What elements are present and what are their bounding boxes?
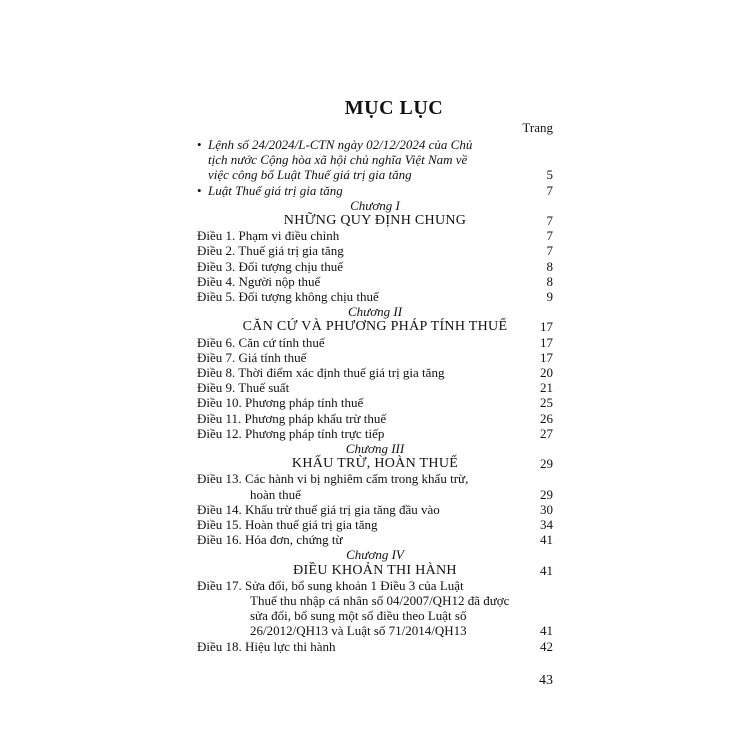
entry-page-number: 20 bbox=[540, 365, 553, 380]
entry-page-number: 7 bbox=[546, 182, 553, 198]
entry-text: Điều 7. Giá tính thuế bbox=[197, 349, 307, 365]
entry-page-number: 41 bbox=[540, 562, 553, 578]
entry-text: Điều 13. Các hành vi bị nghiêm cấm trong khấu trừ, bbox=[197, 471, 469, 487]
entry-text: Điều 9. Thuế suất bbox=[197, 380, 290, 396]
entry-page-number: 8 bbox=[546, 258, 553, 274]
entry-page-number: 9 bbox=[546, 289, 553, 304]
entry-text: Chương II bbox=[347, 304, 403, 320]
bullet-icon: • bbox=[197, 182, 202, 198]
entry-page-number: 26 bbox=[540, 410, 553, 426]
entry-text: Điều 8. Thời điểm xác định thuế giá trị gia tăng bbox=[197, 365, 445, 380]
entry-page-number: 7 bbox=[546, 213, 553, 228]
entry-page-number: 29 bbox=[540, 486, 553, 502]
entry-page-number: 25 bbox=[540, 395, 553, 411]
entry-page-number: 41 bbox=[540, 623, 553, 639]
entry-text: ĐIỀU KHOẢN THI HÀNH bbox=[293, 562, 457, 578]
page-number: 43 bbox=[539, 673, 553, 688]
entry-page-number: 17 bbox=[540, 334, 553, 350]
entry-page-number: 7 bbox=[546, 228, 553, 244]
page-column-label: Trang bbox=[522, 120, 553, 135]
entry-text: Điều 3. Đối tượng chịu thuế bbox=[197, 258, 344, 274]
entry-text: tịch nước Cộng hòa xã hội chủ nghĩa Việt Nam về bbox=[208, 152, 468, 168]
entry-text: Điều 14. Khấu trừ thuế giá trị gia tăng đầu vào bbox=[197, 501, 440, 517]
entry-text: Điều 4. Người nộp thuế bbox=[197, 273, 321, 289]
entry-page-number: 17 bbox=[540, 319, 553, 335]
entry-text: NHỮNG QUY ĐỊNH CHUNG bbox=[283, 213, 467, 228]
entry-text: Điều 11. Phương pháp khấu trừ thuế bbox=[197, 410, 387, 426]
entry-page-number: 41 bbox=[540, 532, 553, 548]
entry-text: Điều 12. Phương pháp tính trực tiếp bbox=[197, 425, 385, 441]
entry-text: sửa đổi, bổ sung một số điều theo Luật số bbox=[250, 608, 467, 624]
entry-text: Thuế thu nhập cá nhân số 04/2007/QH12 đã được bbox=[250, 593, 510, 608]
entry-page-number: 5 bbox=[546, 167, 553, 183]
entry-text: Điều 2. Thuế giá trị gia tăng bbox=[197, 243, 344, 259]
bullet-icon: • bbox=[197, 137, 202, 152]
entry-text: KHẤU TRỪ, HOÀN THUẾ bbox=[291, 456, 459, 472]
entry-text: Điều 5. Đối tượng không chịu thuế bbox=[197, 289, 379, 304]
entry-text: Chương I bbox=[350, 197, 400, 213]
entry-page-number: 29 bbox=[540, 456, 553, 472]
entry-text: hoàn thuế bbox=[250, 486, 301, 502]
page-title: MỤC LỤC bbox=[344, 97, 444, 119]
entry-page-number: 7 bbox=[546, 243, 553, 259]
entry-text: 26/2012/QH13 và Luật số 71/2014/QH13 bbox=[250, 623, 467, 639]
entry-text: Lệnh số 24/2024/L-CTN ngày 02/12/2024 của Chủ bbox=[208, 137, 473, 152]
entry-page-number: 17 bbox=[540, 349, 553, 365]
entry-text: việc công bố Luật Thuế giá trị gia tăng bbox=[208, 167, 412, 183]
entry-text: Điều 18. Hiệu lực thi hành bbox=[197, 638, 336, 654]
entry-text: Điều 17. Sửa đổi, bổ sung khoản 1 Điều 3 của Luật bbox=[197, 577, 464, 593]
entry-page-number: 34 bbox=[540, 517, 553, 532]
entry-text: Điều 15. Hoàn thuế giá trị gia tăng bbox=[197, 517, 378, 532]
entry-text: Chương III bbox=[345, 441, 405, 456]
entry-page-number: 42 bbox=[540, 638, 553, 654]
entry-text: Điều 6. Căn cứ tính thuế bbox=[197, 334, 325, 350]
entry-text: Luật Thuế giá trị gia tăng bbox=[208, 182, 343, 198]
entry-page-number: 30 bbox=[540, 501, 553, 517]
entry-page-number: 8 bbox=[546, 273, 553, 289]
entry-text: Chương IV bbox=[346, 547, 404, 563]
entry-text: Điều 10. Phương pháp tính thuế bbox=[197, 395, 364, 411]
entry-text: Điều 1. Phạm vi điều chỉnh bbox=[197, 228, 340, 244]
entry-text: CĂN CỨ VÀ PHƯƠNG PHÁP TÍNH THUẾ bbox=[242, 319, 508, 335]
entry-page-number: 27 bbox=[540, 425, 553, 441]
entry-page-number: 21 bbox=[540, 380, 553, 396]
entry-text: Điều 16. Hóa đơn, chứng từ bbox=[197, 532, 343, 548]
